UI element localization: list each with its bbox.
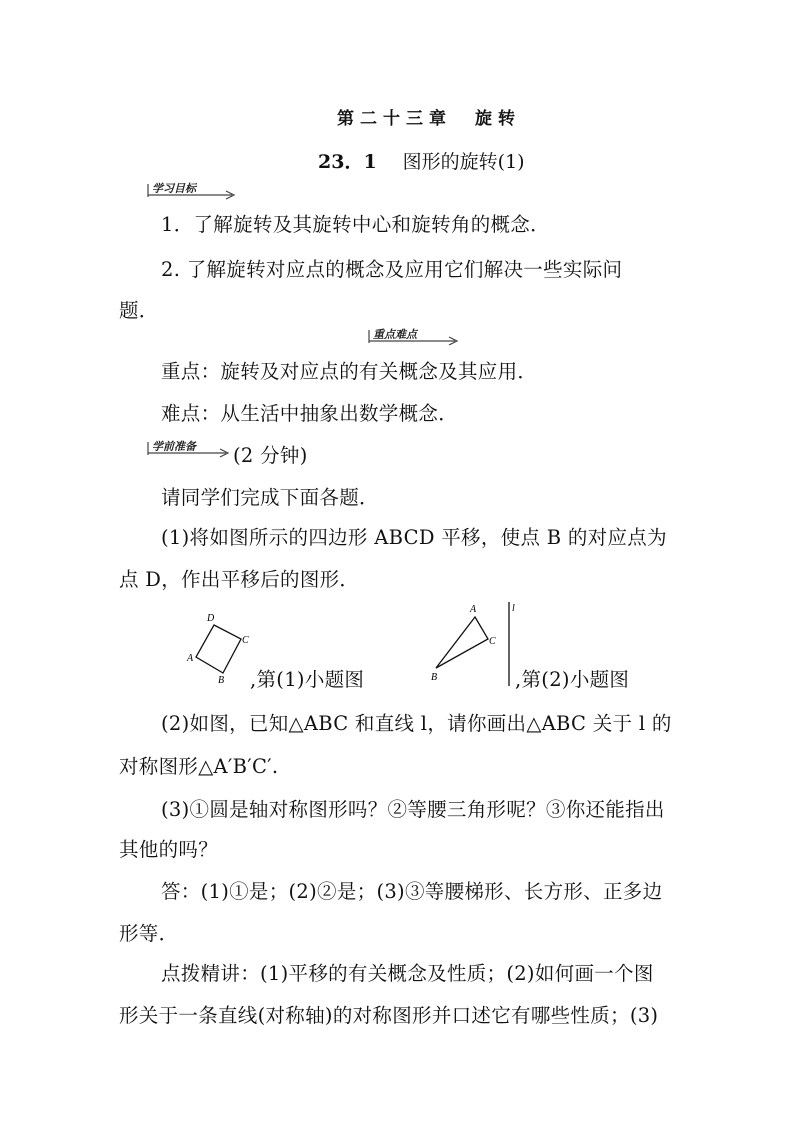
figure-2-caption: ,第(2)小题图 <box>515 668 630 691</box>
tip-line2: 形关于一条直线(对称轴)的对称图形并口述它有哪些性质；(3) <box>119 1004 659 1027</box>
chapter-title: 第二十三章 旋转 <box>337 109 521 129</box>
fig1-label-b: B <box>218 675 225 686</box>
question-1-line1: (1)将如图所示的四边形 ABCD 平移，使点 B 的对应点为 <box>161 526 667 549</box>
key-point: 重点：旋转及对应点的有关概念及其应用． <box>161 360 538 383</box>
prep-tag <box>146 439 232 459</box>
triangle-diagram <box>428 600 520 688</box>
goal-item-1: 1．了解旋转及其旋转中心和旋转角的概念． <box>161 213 550 236</box>
tip-line1: 点拨精讲：(1)平移的有关概念及性质；(2)如何画一个图 <box>161 962 654 985</box>
prep-intro: 请同学们完成下面各题． <box>161 486 379 509</box>
focus-tag-label: 重点难点 <box>373 328 417 341</box>
fig1-label-c: C <box>242 635 249 646</box>
section-heading <box>318 147 525 174</box>
question-3-line2: 其他的吗？ <box>119 838 219 861</box>
section-name: 图形的旋转(1) <box>402 151 525 173</box>
goals-tag <box>146 181 238 201</box>
triangle-shape <box>436 617 488 668</box>
goal-item-2-line1: 2. 了解旋转对应点的概念及应用它们解决一些实际问 <box>161 258 623 281</box>
goal-item-2-line2: 题． <box>119 299 159 322</box>
question-3-line1: (3)①圆是轴对称图形吗？②等腰三角形呢？③你还能指出 <box>161 798 665 821</box>
fig1-label-a: A <box>187 653 194 664</box>
answer-line2: 形等． <box>119 922 179 945</box>
fig1-label-d: D <box>207 613 215 624</box>
quadrilateral-shape <box>196 625 241 673</box>
prep-tag-label: 学前准备 <box>152 440 196 453</box>
prep-time: (2 分钟) <box>233 444 308 467</box>
focus-tag <box>367 327 461 347</box>
figure-triangle <box>428 600 520 688</box>
fig2-label-b: B <box>431 672 438 683</box>
fig2-label-a: A <box>470 604 477 615</box>
quadrilateral-diagram <box>183 609 253 687</box>
fig2-label-l: l <box>512 603 515 614</box>
question-2-line2: 对称图形△A′B′C′. <box>119 755 279 778</box>
figure-1-caption: ,第(1)小题图 <box>250 668 365 691</box>
figure-quadrilateral <box>183 609 253 687</box>
goals-tag-label: 学习目标 <box>152 182 196 195</box>
section-number: 23．1 <box>318 151 377 173</box>
fig2-label-c: C <box>489 636 496 647</box>
question-1-line2: 点 D，作出平移后的图形． <box>119 568 360 591</box>
answer-line1: 答：(1)①是；(2)②是；(3)③等腰梯形、长方形、正多边 <box>161 880 663 903</box>
difficulty: 难点：从生活中抽象出数学概念． <box>161 402 459 425</box>
question-2-line1: (2)如图，已知△ABC 和直线 l，请你画出△ABC 关于 l 的 <box>161 712 672 735</box>
